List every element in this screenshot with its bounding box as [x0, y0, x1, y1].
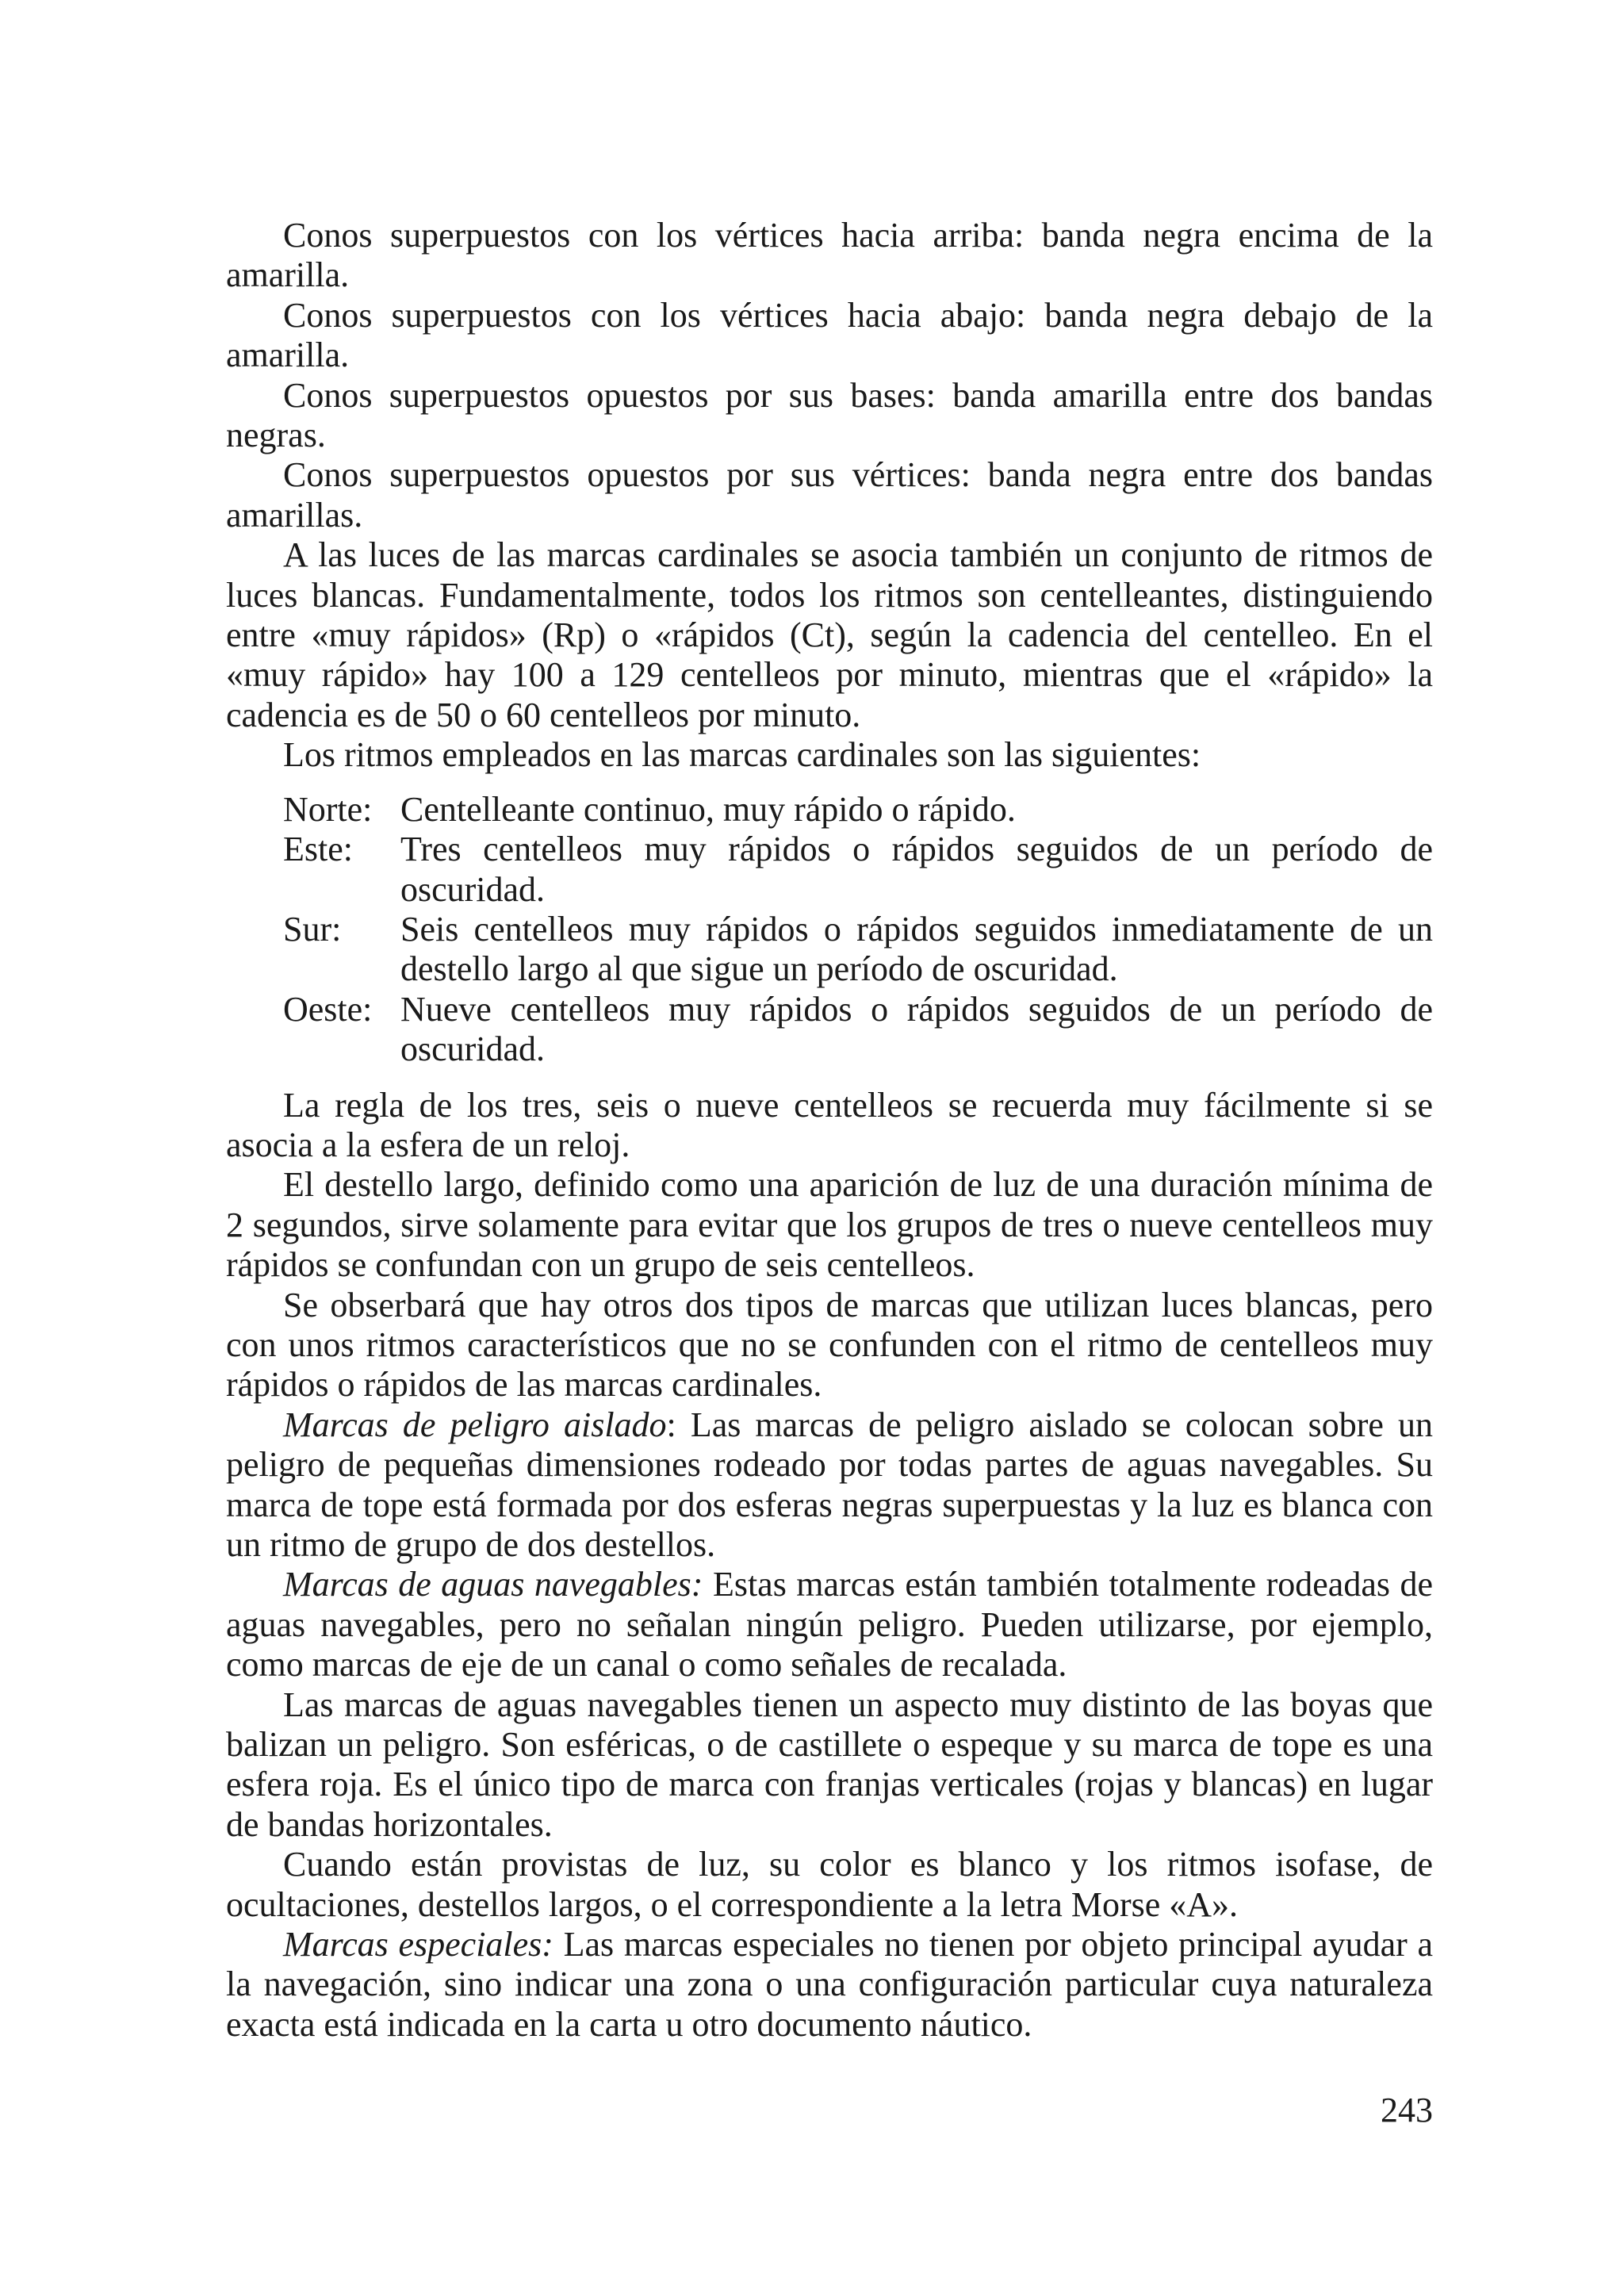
paragraph: Los ritmos empleados en las marcas cardinales son las siguientes:	[283, 735, 1201, 775]
paragraph-body: : Las marcas de peligro aislado se colocan sobre un peligro de pequeñas dimensiones rodeado por todas partes de aguas navegables. Su marca de tope está formada por dos esferas negras superpuestas y la luz es blanca con un ritmo de grupo de dos destellos.	[226, 1405, 1433, 1564]
paragraph: A las luces de las marcas cardinales se asocia también un conjunto de ritmos de luces blancas. Fundamentalmente, todos los ritmos son centelleantes, distinguiendo entre «muy rápidos» (Rp) o «rápidos (Ct), según la cadencia del centelleo. En el «muy rápido» hay 100 a 129 centelleos por minuto, mientras que el «rápido» la cadencia es de 50 o 60 centelleos por minuto.	[226, 535, 1433, 734]
paragraph-peligro-aislado	[226, 1405, 1433, 1566]
paragraph: Conos superpuestos con los vértices hacia arriba: banda negra encima de la amarilla.	[226, 216, 1433, 295]
cardinal-rhythms-list	[283, 790, 1433, 1070]
paragraph: Se obserbará que hay otros dos tipos de marcas que utilizan luces blancas, pero con unos ritmos característicos que no se confunden con el ritmo de centelleos muy rápidos o rápidos de las marcas cardinales.	[226, 1285, 1433, 1405]
paragraph-body: Estas marcas están también totalmente rodeadas de aguas navegables, pero no señalan ningún peligro. Pueden utilizarse, por ejemplo, como marcas de eje de un canal o como señales de recalada.	[226, 1565, 1433, 1685]
list-item	[283, 790, 1433, 830]
list-item	[283, 830, 1433, 910]
list-item-description: Nueve centelleos muy rápidos o rápidos seguidos de un período de oscuridad.	[400, 989, 1433, 1069]
paragraph-aguas-navegables	[226, 1565, 1433, 1685]
list-item-term: Este:	[283, 830, 353, 869]
page-number: 243	[1381, 2091, 1433, 2129]
page-body	[226, 216, 1433, 2045]
list-item-term: Oeste:	[283, 989, 373, 1029]
paragraph: Las marcas de aguas navegables tienen un aspecto muy distinto de las boyas que balizan un peligro. Son esféricas, o de castillete o espeque y su marca de tope es una esfera roja. Es el único tipo de marca con franjas verticales (rojas y blancas) en lugar de bandas horizontales.	[226, 1685, 1433, 1844]
paragraph: El destello largo, definido como una aparición de luz de una duración mínima de 2 segundos, sirve solamente para evitar que los grupos de tres o nueve centelleos muy rápidos se confundan con un grupo de seis centelleos.	[226, 1165, 1433, 1285]
list-item-description: Tres centelleos muy rápidos o rápidos seguidos de un período de oscuridad.	[400, 830, 1433, 909]
paragraph: Conos superpuestos opuestos por sus bases: banda amarilla entre dos bandas negras.	[226, 375, 1433, 455]
list-item-term: Sur:	[283, 909, 342, 949]
list-item-description: Seis centelleos muy rápidos o rápidos seguidos inmediatamente de un destello largo al que sigue un período de oscuridad.	[400, 909, 1433, 989]
list-item	[283, 990, 1433, 1070]
paragraph-marcas-especiales	[226, 1925, 1433, 2045]
list-item	[283, 910, 1433, 990]
paragraph: La regla de los tres, seis o nueve centelleos se recuerda muy fácilmente si se asocia a la esfera de un reloj.	[226, 1085, 1433, 1164]
paragraph: Conos superpuestos opuestos por sus vértices: banda negra entre dos bandas amarillas.	[226, 455, 1433, 535]
list-item-term: Norte:	[283, 789, 373, 829]
paragraph-lead: Marcas de peligro aislado	[283, 1405, 667, 1444]
paragraph-lead: Marcas de aguas navegables:	[283, 1565, 703, 1604]
paragraph: Cuando están provistas de luz, su color es blanco y los ritmos isofase, de ocultaciones, destellos largos, o el correspondiente a la letra Morse «A».	[226, 1845, 1433, 1924]
paragraph-lead: Marcas especiales:	[283, 1925, 553, 1964]
list-item-description: Centelleante continuo, muy rápido o rápido.	[400, 789, 1016, 829]
paragraph: Conos superpuestos con los vértices hacia abajo: banda negra debajo de la amarilla.	[226, 295, 1433, 375]
paragraph-body: Las marcas especiales no tienen por objeto principal ayudar a la navegación, sino indicar una zona o una configuración particular cuya naturaleza exacta está indicada en la carta u otro documento náutico.	[226, 1925, 1433, 2044]
